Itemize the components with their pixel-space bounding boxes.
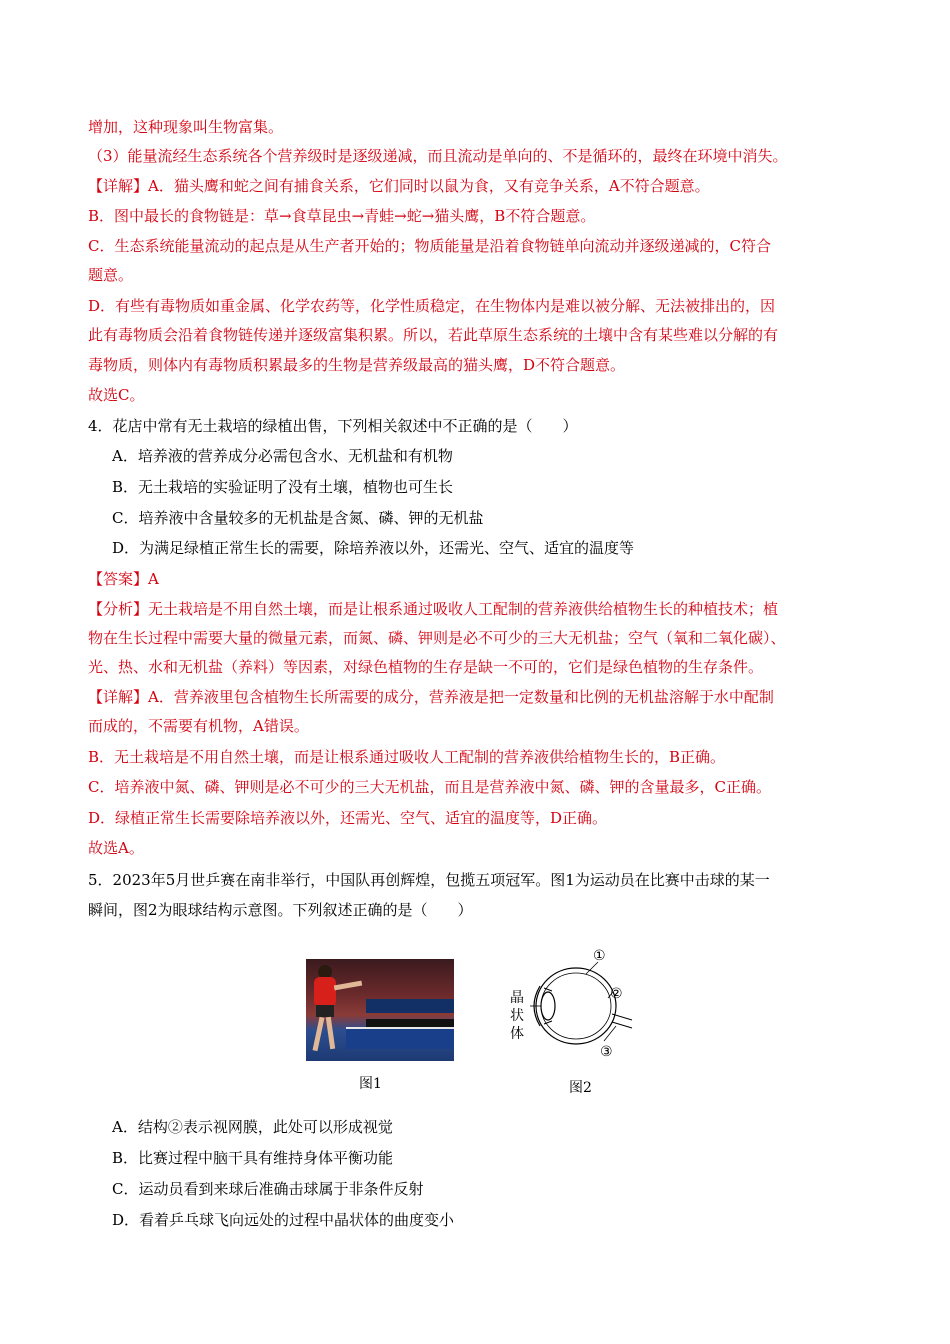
figure-2-caption: 图2 — [569, 1080, 592, 1096]
lens-label-1: 晶 — [510, 990, 524, 1006]
photo-net — [366, 1019, 454, 1027]
text-line: D．绿植正常生长需要除培养液以外，还需光、空气、适宜的温度等，D正确。 — [88, 809, 608, 827]
marker-2: ② — [610, 986, 623, 1002]
text-line: 【分析】无土栽培是不用自然土壤，而是让根系通过吸收人工配制的营养液供给植物生长的种植技术；植 — [88, 600, 779, 618]
q5-option: C．运动员看到来球后准确击球属于非条件反射 — [112, 1180, 424, 1198]
text-line: 光、热、水和无机盐（养料）等因素，对绿色植物的生存是缺一不可的，它们是绿色植物的生存条件。 — [88, 658, 764, 676]
text-line: 而成的，不需要有机物，A错误。 — [88, 717, 309, 735]
photo-player-arm — [334, 981, 362, 991]
text-line: 题意。 — [88, 266, 134, 284]
figure-1-caption: 图1 — [359, 1076, 382, 1092]
photo-player-shorts — [316, 1005, 334, 1017]
photo-table — [346, 1027, 454, 1049]
text-line: 故选C。 — [88, 386, 145, 404]
photo-player-leg-left — [313, 1017, 325, 1051]
marker-3: ③ — [600, 1044, 613, 1060]
text-line: B．图中最长的食物链是：草→食草昆虫→青蛙→蛇→猫头鹰，B不符合题意。 — [88, 207, 596, 225]
option-line: B．无土栽培的实验证明了没有土壤，植物也可生长 — [112, 478, 454, 496]
text-line: 毒物质，则体内有毒物质积累最多的生物是营养级最高的猫头鹰，D不符合题意。 — [88, 356, 626, 374]
text-line: 瞬间，图2为眼球结构示意图。下列叙述正确的是（ ） — [88, 901, 473, 919]
text-line: 【详解】A．营养液里包含植物生长所需要的成分，营养液是把一定数量和比例的无机盐溶解于水中配制 — [88, 688, 774, 706]
lens-label-2: 状 — [510, 1008, 524, 1024]
option-line: C．培养液中含量较多的无机盐是含氮、磷、钾的无机盐 — [112, 509, 484, 527]
option-line: A．培养液的营养成分必需包含水、无机盐和有机物 — [112, 447, 453, 465]
text-line: C．生态系统能量流动的起点是从生产者开始的；物质能量是沿着食物链单向流动并逐级递减的，C符合 — [88, 237, 771, 255]
q5-option: A．结构②表示视网膜，此处可以形成视觉 — [112, 1118, 393, 1136]
q5-option: D．看着乒乓球飞向远处的过程中晶状体的曲度变小 — [112, 1211, 455, 1229]
option-line: D．为满足绿植正常生长的需要，除培养液以外，还需光、空气、适宜的温度等 — [112, 539, 635, 557]
text-line: 物在生长过程中需要大量的微量元素，而氮、磷、钾则是必不可少的三大无机盐；空气（氧和二氧化碳）、 — [88, 629, 786, 647]
text-line: 4．花店中常有无土栽培的绿植出售，下列相关叙述中不正确的是（ ） — [88, 417, 578, 435]
lens-label-3: 体 — [510, 1026, 524, 1042]
pointer-3 — [604, 1026, 616, 1041]
marker-1: ① — [593, 948, 606, 964]
photo-player-body — [314, 977, 336, 1007]
text-line: 5．2023年5月世乒赛在南非举行，中国队再创辉煌，包揽五项冠军。图1为运动员在比赛中击球的某一 — [88, 871, 770, 889]
text-line: 故选A。 — [88, 839, 144, 857]
text-line: 此有毒物质会沿着食物链传递并逐级富集积累。所以，若此草原生态系统的土壤中含有某些难以分解的有 — [88, 326, 779, 344]
figure-2-eye-diagram — [500, 944, 640, 1069]
lens — [541, 992, 555, 1020]
q5-option: B．比赛过程中脑干具有维持身体平衡功能 — [112, 1149, 394, 1167]
text-line: 增加，这种现象叫生物富集。 — [88, 118, 284, 136]
text-line: B．无土栽培是不用自然土壤，而是让根系通过吸收人工配制的营养液供给植物生长的，B正确。 — [88, 748, 726, 766]
text-line: （3）能量流经生态系统各个营养级时是逐级递减，而且流动是单向的、不是循环的，最终在环境中消失。 — [88, 147, 788, 165]
figure-1-photo — [306, 959, 454, 1061]
photo-ad-board — [366, 999, 454, 1013]
text-line: 【答案】A — [88, 570, 159, 588]
text-line: C．培养液中氮、磷、钾则是必不可少的三大无机盐，而且是营养液中氮、磷、钾的含量最多，C正确。 — [88, 778, 771, 796]
text-line: 【详解】A．猫头鹰和蛇之间有捕食关系，它们同时以鼠为食，又有竞争关系，A不符合题意。 — [88, 177, 710, 195]
photo-player-leg-right — [326, 1017, 335, 1049]
text-line: D．有些有毒物质如重金属、化学农药等，化学性质稳定，在生物体内是难以被分解、无法被排出的，因 — [88, 297, 776, 315]
